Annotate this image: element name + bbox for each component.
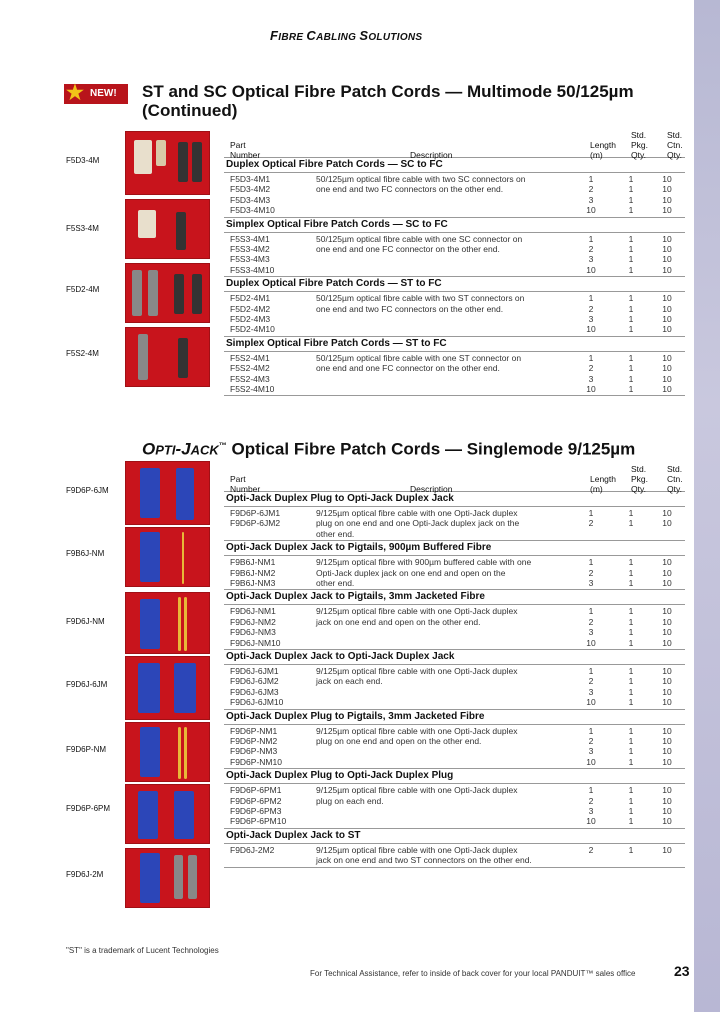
ctn-qty-value: 10 (662, 606, 672, 617)
length-value: 1 (588, 508, 594, 518)
photo-label: F9D6P-NM (66, 745, 107, 754)
ctn-qty-value: 10 (662, 233, 672, 244)
part-number: F9B6J-NM2 (230, 567, 276, 578)
length-value: 2 (588, 676, 594, 687)
part-number: F5S2-4M10 (230, 383, 275, 394)
length-value: 2 (588, 363, 594, 374)
ctn-qty-value: 10 (662, 363, 672, 374)
length-value: 2 (588, 567, 594, 578)
group-title: Opti-Jack Duplex Jack to Pigtails, 900µm Buffered Fibre (224, 541, 685, 556)
part-number: F9D6J-2M2 (230, 844, 275, 855)
length-value: 10 (586, 816, 596, 827)
part-number: F5D2-4M10 (230, 324, 275, 335)
group-title: Opti-Jack Duplex Plug to Pigtails, 3mm Jacketed Fibre (224, 710, 685, 725)
pkg-qty-value: 1 (628, 616, 634, 627)
length-value: 10 (586, 637, 596, 648)
length-value: 3 (588, 373, 594, 384)
length-value: 3 (588, 577, 594, 588)
group-title: Opti-Jack Duplex Jack to ST (224, 829, 685, 844)
length-value: 2 (588, 616, 594, 627)
part-number: F9D6J-NM2 (230, 616, 276, 627)
pkg-qty-value: 1 (628, 243, 634, 254)
part-number: F5S3-4M2 (230, 243, 270, 254)
description-line: plug on one end and open on the other end. (316, 735, 482, 746)
ctn-qty-value: 10 (662, 303, 672, 314)
group-title: Opti-Jack Duplex Jack to Pigtails, 3mm Jacketed Fibre (224, 590, 685, 605)
group-rows (224, 725, 685, 770)
product-photo (125, 327, 210, 387)
photo-label: F9D6J-6JM (66, 680, 108, 689)
pkg-qty-value: 1 (628, 363, 634, 374)
description-line: 50/125µm optical fibre cable with one SC connector on (316, 233, 523, 244)
length-value: 10 (586, 383, 596, 394)
pkg-qty-value: 1 (628, 352, 634, 363)
part-number: F9D6P-6PM3 (230, 805, 282, 816)
part-number: F9D6J-6JM1 (230, 665, 279, 676)
part-number: F9D6J-NM10 (230, 637, 281, 648)
group-rows (224, 292, 685, 337)
ctn-qty-value: 10 (662, 725, 672, 736)
length-value: 2 (588, 735, 594, 746)
part-number: F5S2-4M3 (230, 373, 270, 384)
pkg-qty-value: 1 (628, 735, 634, 746)
ctn-qty-value: 10 (662, 174, 672, 184)
length-value: 1 (588, 293, 594, 304)
photo-label: F5S3-4M (66, 224, 99, 233)
group-rows (224, 844, 685, 868)
pkg-qty-value: 1 (628, 194, 634, 205)
part-number: F9D6P-NM2 (230, 735, 278, 746)
description-line: jack on one end and open on the other end. (316, 616, 481, 627)
group-title: Duplex Optical Fibre Patch Cords — SC to FC (224, 158, 685, 173)
pkg-qty-value: 1 (628, 844, 634, 855)
section1-title: ST and SC Optical Fibre Patch Cords — Multimode 50/125µm (Continued) (142, 82, 634, 120)
pkg-qty-value: 1 (628, 324, 634, 335)
ctn-qty-value: 10 (662, 735, 672, 746)
table-column-headers: Part Number Description Length (m) Std. Pkg. Qty. Std. Ctn. Qty. (224, 128, 685, 158)
ctn-qty-value: 10 (662, 676, 672, 687)
description-line: plug on each end. (316, 795, 384, 806)
ctn-qty-value: 10 (662, 844, 672, 855)
ctn-qty-value: 10 (662, 184, 672, 195)
length-value: 1 (588, 725, 594, 736)
pkg-qty-value: 1 (628, 756, 634, 767)
length-value: 1 (588, 557, 594, 568)
pkg-qty-value: 1 (628, 508, 634, 518)
ctn-qty-value: 10 (662, 686, 672, 697)
part-number: F9B6J-NM1 (230, 557, 276, 568)
group-title: Opti-Jack Duplex Plug to Opti-Jack Duplex Plug (224, 769, 685, 784)
product-photo (125, 461, 210, 525)
pkg-qty-value: 1 (628, 577, 634, 588)
pkg-qty-value: 1 (628, 205, 634, 216)
description-line: 9/125µm optical fibre cable with one Opti-Jack duplex (316, 665, 518, 676)
part-number: F5S2-4M2 (230, 363, 270, 374)
product-photo (125, 263, 210, 323)
ctn-qty-value: 10 (662, 795, 672, 806)
pkg-qty-value: 1 (628, 567, 634, 578)
part-number: F9B6J-NM3 (230, 577, 276, 588)
pkg-qty-value: 1 (628, 816, 634, 827)
ctn-qty-value: 10 (662, 577, 672, 588)
description-line: 9/125µm optical fibre cable with one Opti-Jack duplex (316, 725, 518, 736)
star-icon: ★ (66, 82, 84, 104)
ctn-qty-value: 10 (662, 293, 672, 304)
description-line: 50/125µm optical fibre cable with one ST connector on (316, 352, 522, 363)
length-value: 3 (588, 313, 594, 324)
length-value: 1 (588, 233, 594, 244)
length-value: 3 (588, 254, 594, 265)
pkg-qty-value: 1 (628, 254, 634, 265)
ctn-qty-value: 10 (662, 697, 672, 708)
part-number: F5S3-4M1 (230, 233, 270, 244)
product-photo (125, 199, 210, 259)
pkg-qty-value: 1 (628, 518, 634, 529)
length-value: 10 (586, 697, 596, 708)
pkg-qty-value: 1 (628, 725, 634, 736)
description-line: 9/125µm optical fibre cable with one Opti-Jack duplex (316, 606, 518, 617)
pkg-qty-value: 1 (628, 637, 634, 648)
photo-label: F9D6J-2M (66, 870, 104, 879)
ctn-qty-value: 10 (662, 627, 672, 638)
new-badge (64, 84, 128, 104)
part-number: F9D6J-NM3 (230, 627, 276, 638)
group-rows (224, 605, 685, 650)
length-value: 3 (588, 746, 594, 757)
pkg-qty-value: 1 (628, 805, 634, 816)
pkg-qty-value: 1 (628, 174, 634, 184)
ctn-qty-value: 10 (662, 205, 672, 216)
table-column-headers: Part Number Description Length (m) Std. Pkg. Qty. Std. Ctn. Qty. (224, 462, 685, 492)
group-title: Simplex Optical Fibre Patch Cords — ST to FC (224, 337, 685, 352)
group-rows (224, 352, 685, 397)
description-line: jack on one end and two ST connectors on the other end. (316, 855, 532, 866)
part-number: F9D6P-6PM1 (230, 785, 282, 796)
part-number: F5D2-4M2 (230, 303, 271, 314)
ctn-qty-value: 10 (662, 785, 672, 796)
group-title: Opti-Jack Duplex Plug to Opti-Jack Duplex Jack (224, 492, 685, 507)
description-line: 9/125µm optical fibre cable with one Opti-Jack duplex (316, 508, 518, 518)
pkg-qty-value: 1 (628, 264, 634, 275)
part-number: F9D6P-6PM10 (230, 816, 287, 827)
ctn-qty-value: 10 (662, 313, 672, 324)
product-photo (125, 722, 210, 782)
group-title: Duplex Optical Fibre Patch Cords — ST to FC (224, 277, 685, 292)
product-photo (125, 592, 210, 654)
page-header-title: FIBRE CABLING SOLUTIONS (270, 28, 423, 43)
pkg-qty-value: 1 (628, 606, 634, 617)
product-photo (125, 527, 210, 587)
part-number: F9D6P-NM1 (230, 725, 278, 736)
length-value: 10 (586, 205, 596, 216)
photo-label: F5D3-4M (66, 156, 100, 165)
group-rows (224, 784, 685, 829)
description-line: one end and one FC connector on the other end. (316, 243, 500, 254)
photo-label: F9D6P-6JM (66, 486, 109, 495)
ctn-qty-value: 10 (662, 264, 672, 275)
ctn-qty-value: 10 (662, 373, 672, 384)
description-line: jack on each end. (316, 676, 383, 687)
photo-label: F5S2-4M (66, 349, 99, 358)
part-number: F5D2-4M3 (230, 313, 271, 324)
description-line: 50/125µm optical fibre cable with two SC connectors on (316, 174, 526, 184)
part-number: F5S2-4M1 (230, 352, 270, 363)
pkg-qty-value: 1 (628, 665, 634, 676)
pkg-qty-value: 1 (628, 557, 634, 568)
ctn-qty-value: 10 (662, 518, 672, 529)
ctn-qty-value: 10 (662, 816, 672, 827)
part-number: F9D6J-6JM3 (230, 686, 279, 697)
part-number: F9D6P-6JM1 (230, 508, 281, 518)
group-rows (224, 507, 685, 541)
pkg-qty-value: 1 (628, 184, 634, 195)
product-table-singlemode (224, 462, 685, 868)
length-value: 2 (588, 844, 594, 855)
product-photo (125, 131, 210, 195)
length-value: 2 (588, 518, 594, 529)
description-line: one end and two FC connectors on the other end. (316, 184, 504, 195)
description-line: 9/125µm optical fibre with 900µm buffered cable with one (316, 557, 532, 568)
product-photo (125, 784, 210, 844)
length-value: 3 (588, 627, 594, 638)
ctn-qty-value: 10 (662, 243, 672, 254)
photo-label: F9B6J-NM (66, 549, 105, 558)
group-rows (224, 233, 685, 278)
ctn-qty-value: 10 (662, 805, 672, 816)
part-number: F5S3-4M10 (230, 264, 275, 275)
ctn-qty-value: 10 (662, 352, 672, 363)
pkg-qty-value: 1 (628, 697, 634, 708)
pkg-qty-value: 1 (628, 676, 634, 687)
pkg-qty-value: 1 (628, 686, 634, 697)
pkg-qty-value: 1 (628, 233, 634, 244)
photo-label: F9D6P-6PM (66, 804, 111, 813)
length-value: 3 (588, 805, 594, 816)
length-value: 3 (588, 686, 594, 697)
pkg-qty-value: 1 (628, 303, 634, 314)
group-rows (224, 665, 685, 710)
side-stripe (694, 0, 720, 1012)
group-rows (224, 173, 685, 218)
length-value: 1 (588, 606, 594, 617)
part-number: F5D3-4M3 (230, 194, 271, 205)
pkg-qty-value: 1 (628, 627, 634, 638)
part-number: F5S3-4M3 (230, 254, 270, 265)
section2-title: OPTI-JACK™ Optical Fibre Patch Cords — Singlemode 9/125µm (142, 439, 636, 459)
product-photo (125, 848, 210, 908)
ctn-qty-value: 10 (662, 665, 672, 676)
length-value: 2 (588, 303, 594, 314)
length-value: 10 (586, 756, 596, 767)
part-number: F5D3-4M1 (230, 174, 271, 184)
length-value: 1 (588, 174, 594, 184)
part-number: F5D3-4M10 (230, 205, 275, 216)
length-value: 1 (588, 785, 594, 796)
ctn-qty-value: 10 (662, 746, 672, 757)
photo-label: F9D6J-NM (66, 617, 105, 626)
ctn-qty-value: 10 (662, 324, 672, 335)
description-line: 50/125µm optical fibre cable with two ST connectors on (316, 293, 525, 304)
ctn-qty-value: 10 (662, 616, 672, 627)
part-number: F5D2-4M1 (230, 293, 271, 304)
length-value: 10 (586, 264, 596, 275)
description-line: one end and one FC connector on the other end. (316, 363, 500, 374)
product-table-multimode (224, 128, 685, 396)
photo-label: F5D2-4M (66, 285, 100, 294)
length-value: 1 (588, 352, 594, 363)
ctn-qty-value: 10 (662, 194, 672, 205)
new-badge-label: NEW! (90, 88, 117, 99)
product-photo (125, 656, 210, 720)
part-number: F9D6P-NM10 (230, 756, 282, 767)
part-number: F9D6P-6JM2 (230, 518, 281, 529)
pkg-qty-value: 1 (628, 293, 634, 304)
pkg-qty-value: 1 (628, 383, 634, 394)
part-number: F9D6J-6JM10 (230, 697, 284, 708)
length-value: 2 (588, 184, 594, 195)
description-line: other end. (316, 577, 355, 588)
ctn-qty-value: 10 (662, 383, 672, 394)
ctn-qty-value: 10 (662, 567, 672, 578)
part-number: F9D6P-6PM2 (230, 795, 282, 806)
ctn-qty-value: 10 (662, 508, 672, 518)
pkg-qty-value: 1 (628, 785, 634, 796)
description-line: other end. (316, 528, 355, 539)
description-line: Opti-Jack duplex jack on one end and open on the (316, 567, 506, 578)
page-number: 23 (674, 963, 690, 979)
page-header (0, 0, 694, 52)
part-number: F9D6P-NM3 (230, 746, 278, 757)
ctn-qty-value: 10 (662, 254, 672, 265)
part-number: F9D6J-NM1 (230, 606, 276, 617)
part-number: F5D3-4M2 (230, 184, 271, 195)
description-line: plug on one end and one Opti-Jack duplex jack on the (316, 518, 520, 529)
part-number: F9D6J-6JM2 (230, 676, 279, 687)
pkg-qty-value: 1 (628, 313, 634, 324)
length-value: 2 (588, 243, 594, 254)
ctn-qty-value: 10 (662, 637, 672, 648)
pkg-qty-value: 1 (628, 795, 634, 806)
group-title: Simplex Optical Fibre Patch Cords — SC to FC (224, 218, 685, 233)
length-value: 3 (588, 194, 594, 205)
length-value: 2 (588, 795, 594, 806)
group-rows (224, 556, 685, 590)
pkg-qty-value: 1 (628, 746, 634, 757)
ctn-qty-value: 10 (662, 557, 672, 568)
group-title: Opti-Jack Duplex Jack to Opti-Jack Duplex Jack (224, 650, 685, 665)
footer-text: For Technical Assistance, refer to inside of back cover for your local PANDUIT™ sales office (310, 969, 636, 978)
length-value: 10 (586, 324, 596, 335)
description-line: 9/125µm optical fibre cable with one Opti-Jack duplex (316, 785, 518, 796)
pkg-qty-value: 1 (628, 373, 634, 384)
length-value: 1 (588, 665, 594, 676)
description-line: one end and two FC connectors on the other end. (316, 303, 504, 314)
ctn-qty-value: 10 (662, 756, 672, 767)
footnote: "ST" is a trademark of Lucent Technologies (66, 946, 219, 955)
description-line: 9/125µm optical fibre cable with one Opti-Jack duplex (316, 844, 518, 855)
